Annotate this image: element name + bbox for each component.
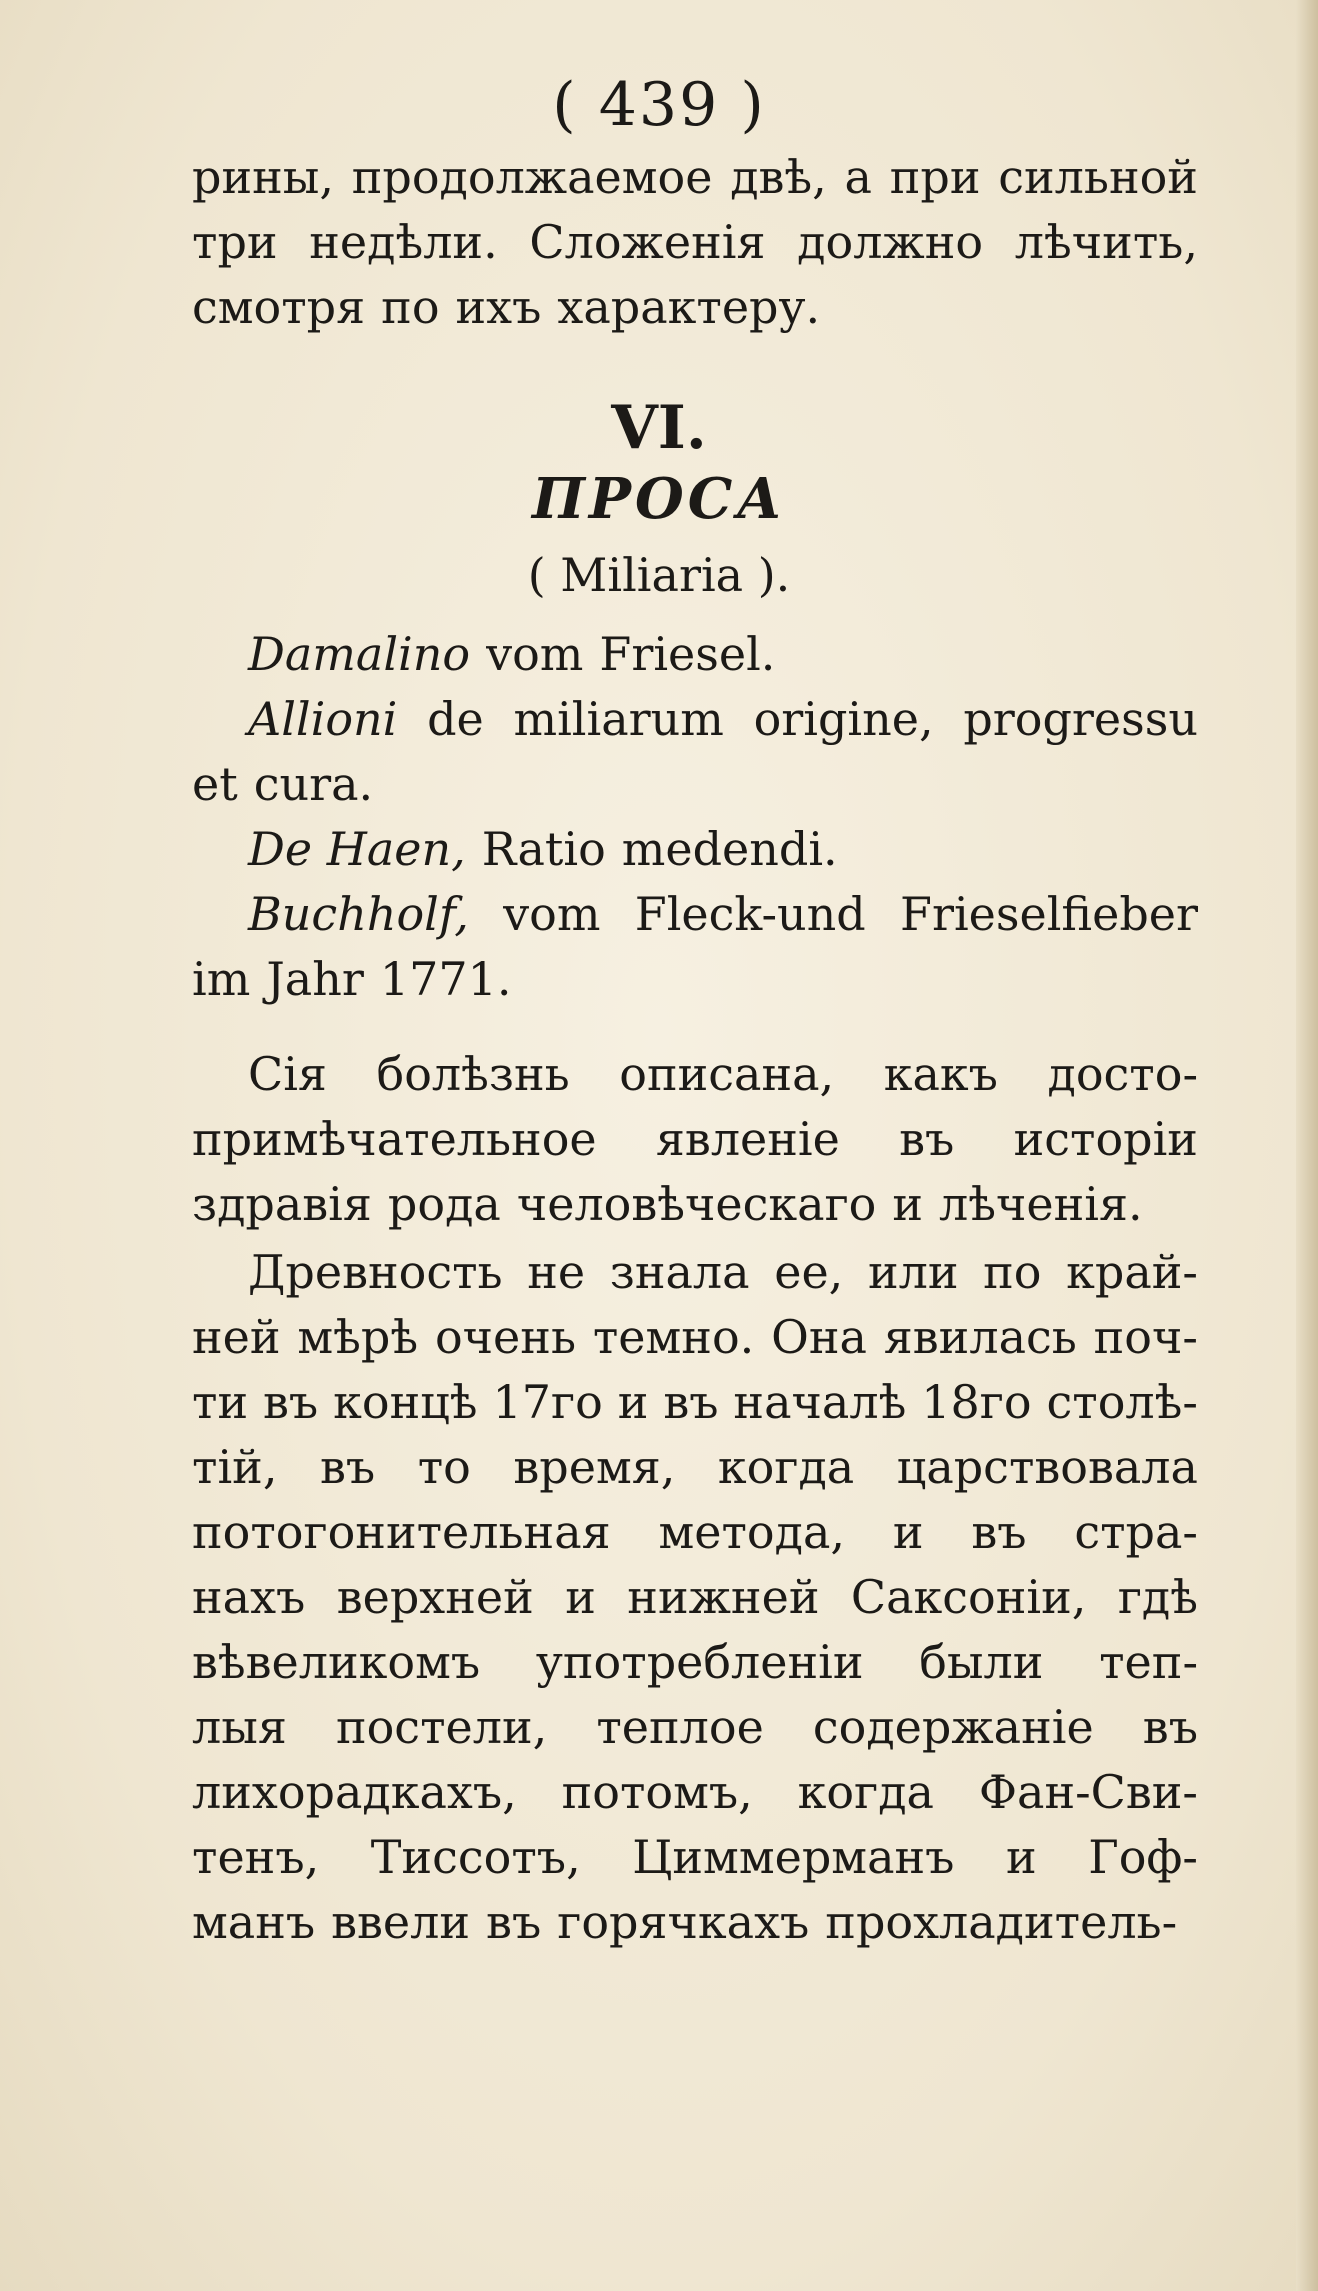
- word: описана,: [619, 1047, 835, 1101]
- word: ней: [192, 1310, 281, 1364]
- bibliography-author: De Haen,: [248, 822, 466, 876]
- word: явилась: [883, 1310, 1077, 1364]
- word: мѣрѣ: [297, 1310, 419, 1364]
- word: cura.: [253, 757, 374, 811]
- word: гдѣ: [1117, 1570, 1198, 1624]
- word: здравія: [192, 1177, 372, 1231]
- word: очень: [434, 1310, 576, 1364]
- text-line: [192, 947, 1198, 1012]
- text-line: [192, 1305, 1198, 1370]
- word: et: [192, 757, 238, 811]
- word: царствовала: [896, 1440, 1198, 1494]
- text-line: [192, 210, 1198, 275]
- word: miliarum: [513, 692, 724, 746]
- word: манъ: [192, 1895, 316, 1949]
- word: концѣ: [333, 1375, 478, 1429]
- word: Тиссотъ,: [370, 1830, 581, 1884]
- text-line: [192, 882, 1198, 947]
- word: были: [919, 1635, 1044, 1689]
- text-line: [192, 275, 1198, 340]
- text-line: [192, 1370, 1198, 1435]
- word: Friesel.: [599, 627, 776, 681]
- word: vom: [503, 887, 601, 941]
- word: лѣченія.: [939, 1177, 1143, 1231]
- word: горячкахъ: [557, 1895, 810, 1949]
- word: im: [192, 952, 251, 1006]
- word: вѣвеликомъ: [192, 1635, 481, 1689]
- word: progressu: [963, 692, 1198, 746]
- text-line: [192, 1695, 1198, 1760]
- bibliography-entry: [192, 817, 1198, 882]
- word: не: [527, 1245, 586, 1299]
- word: примѣчательное: [192, 1112, 597, 1166]
- word: человѣческаго: [516, 1177, 877, 1231]
- word: и: [1006, 1830, 1037, 1884]
- word: въ: [1142, 1700, 1198, 1754]
- word: Fleck-und: [634, 887, 866, 941]
- text-line: [192, 1435, 1198, 1500]
- page-number: ( 439 ): [552, 70, 766, 140]
- word: характеру.: [557, 280, 821, 334]
- word: въ: [486, 1895, 542, 1949]
- word: сильной: [998, 150, 1198, 204]
- word: 18го: [921, 1375, 1032, 1429]
- text-line: [192, 687, 1198, 752]
- word: тій,: [192, 1440, 278, 1494]
- word: верхней: [336, 1570, 534, 1624]
- word: прохладитель-: [825, 1895, 1178, 1949]
- word: нахъ: [192, 1570, 306, 1624]
- word: de: [427, 692, 484, 746]
- text-line: [192, 1500, 1198, 1565]
- word: 1771.: [379, 952, 512, 1006]
- word: въ: [899, 1112, 955, 1166]
- word: medendi.: [621, 822, 838, 876]
- word: край-: [1066, 1245, 1198, 1299]
- word: темно.: [592, 1310, 755, 1364]
- word: Сія: [248, 1047, 327, 1101]
- word: теп-: [1099, 1635, 1198, 1689]
- word: vom: [486, 627, 584, 681]
- word: рины,: [192, 150, 334, 204]
- text-line: [192, 1825, 1198, 1890]
- word: по: [983, 1245, 1042, 1299]
- word: и: [565, 1570, 596, 1624]
- word: потомъ,: [561, 1765, 753, 1819]
- word: нижней: [627, 1570, 820, 1624]
- word: Jahr: [266, 952, 364, 1006]
- bibliography-author: Allioni: [248, 692, 398, 746]
- word: лихорадкахъ,: [192, 1765, 517, 1819]
- text-line: [192, 1630, 1198, 1695]
- word: достo-: [1047, 1047, 1198, 1101]
- text-line: [192, 1107, 1198, 1172]
- word: содержаніе: [812, 1700, 1094, 1754]
- text-line: [192, 1240, 1198, 1305]
- text-line: [192, 817, 1198, 882]
- word: въ: [319, 1440, 376, 1494]
- word: стра-: [1074, 1505, 1198, 1559]
- top-paragraph: [192, 145, 1198, 340]
- word: время,: [513, 1440, 676, 1494]
- word: въ: [263, 1375, 319, 1429]
- word: ихъ: [455, 280, 542, 334]
- word: продолжаемое: [351, 150, 713, 204]
- word: знала: [609, 1245, 750, 1299]
- word: 17го: [492, 1375, 603, 1429]
- word: или: [867, 1245, 959, 1299]
- text-line: [192, 622, 1198, 687]
- word: когда: [797, 1765, 934, 1819]
- bibliography-entry: [192, 882, 1198, 1012]
- word: Фан-Сви-: [978, 1765, 1198, 1819]
- word: столѣ-: [1046, 1375, 1198, 1429]
- word: теплое: [596, 1700, 764, 1754]
- word: двѣ,: [730, 150, 827, 204]
- word: недѣли.: [309, 215, 498, 269]
- text-line: [192, 1890, 1198, 1955]
- text-line: [192, 145, 1198, 210]
- word: и: [892, 1177, 924, 1231]
- word: въ: [971, 1505, 1027, 1559]
- word: Frieselfieber: [900, 887, 1198, 941]
- section-number: VI.: [611, 393, 707, 463]
- bibliography-author: Damalino: [248, 627, 471, 681]
- word: смотря: [192, 280, 366, 334]
- word: Древность: [248, 1245, 503, 1299]
- word: явленіе: [655, 1112, 840, 1166]
- word: должно: [797, 215, 984, 269]
- word: Циммерманъ: [632, 1830, 955, 1884]
- text-line: [192, 752, 1198, 817]
- word: употребленіи: [535, 1635, 864, 1689]
- section-latin-title: ( Miliaria ).: [527, 548, 791, 602]
- paragraph-2: [192, 1240, 1198, 1955]
- word: origine,: [753, 692, 934, 746]
- bibliography-entry: [192, 622, 1198, 687]
- word: ввели: [331, 1895, 471, 1949]
- word: Гоф-: [1088, 1830, 1198, 1884]
- word: поч-: [1093, 1310, 1198, 1364]
- word: какъ: [883, 1047, 998, 1101]
- word: ти: [192, 1375, 249, 1429]
- word: метода,: [658, 1505, 845, 1559]
- bibliography: [192, 622, 1198, 1012]
- word: Ratio: [481, 822, 606, 876]
- bibliography-author: Buchholf,: [248, 887, 469, 941]
- word: а: [844, 150, 872, 204]
- word: болѣзнь: [376, 1047, 570, 1101]
- bibliography-entry: [192, 687, 1198, 817]
- word: ее,: [774, 1245, 844, 1299]
- word: тенъ,: [192, 1830, 320, 1884]
- text-line: [192, 1042, 1198, 1107]
- text-line: [192, 1760, 1198, 1825]
- word: въ: [663, 1375, 719, 1429]
- word: и: [892, 1505, 924, 1559]
- word: исторіи: [1013, 1112, 1198, 1166]
- word: потогонительная: [192, 1505, 611, 1559]
- word: лыя: [192, 1700, 287, 1754]
- word: началѣ: [733, 1375, 907, 1429]
- word: при: [889, 150, 981, 204]
- paragraph-1: [192, 1042, 1198, 1237]
- word: лѣчить,: [1014, 215, 1198, 269]
- text-line: [192, 1172, 1198, 1237]
- page-edge: [1296, 0, 1318, 2291]
- word: Саксоніи,: [850, 1570, 1087, 1624]
- word: то: [417, 1440, 471, 1494]
- word: рода: [387, 1177, 501, 1231]
- word: когда: [717, 1440, 855, 1494]
- word: по: [381, 280, 440, 334]
- word: и: [617, 1375, 649, 1429]
- section-title: ПРОСА: [532, 466, 786, 532]
- word: Сложенія: [529, 215, 766, 269]
- word: три: [192, 215, 278, 269]
- text-line: [192, 1565, 1198, 1630]
- word: Она: [771, 1310, 867, 1364]
- word: постели,: [335, 1700, 548, 1754]
